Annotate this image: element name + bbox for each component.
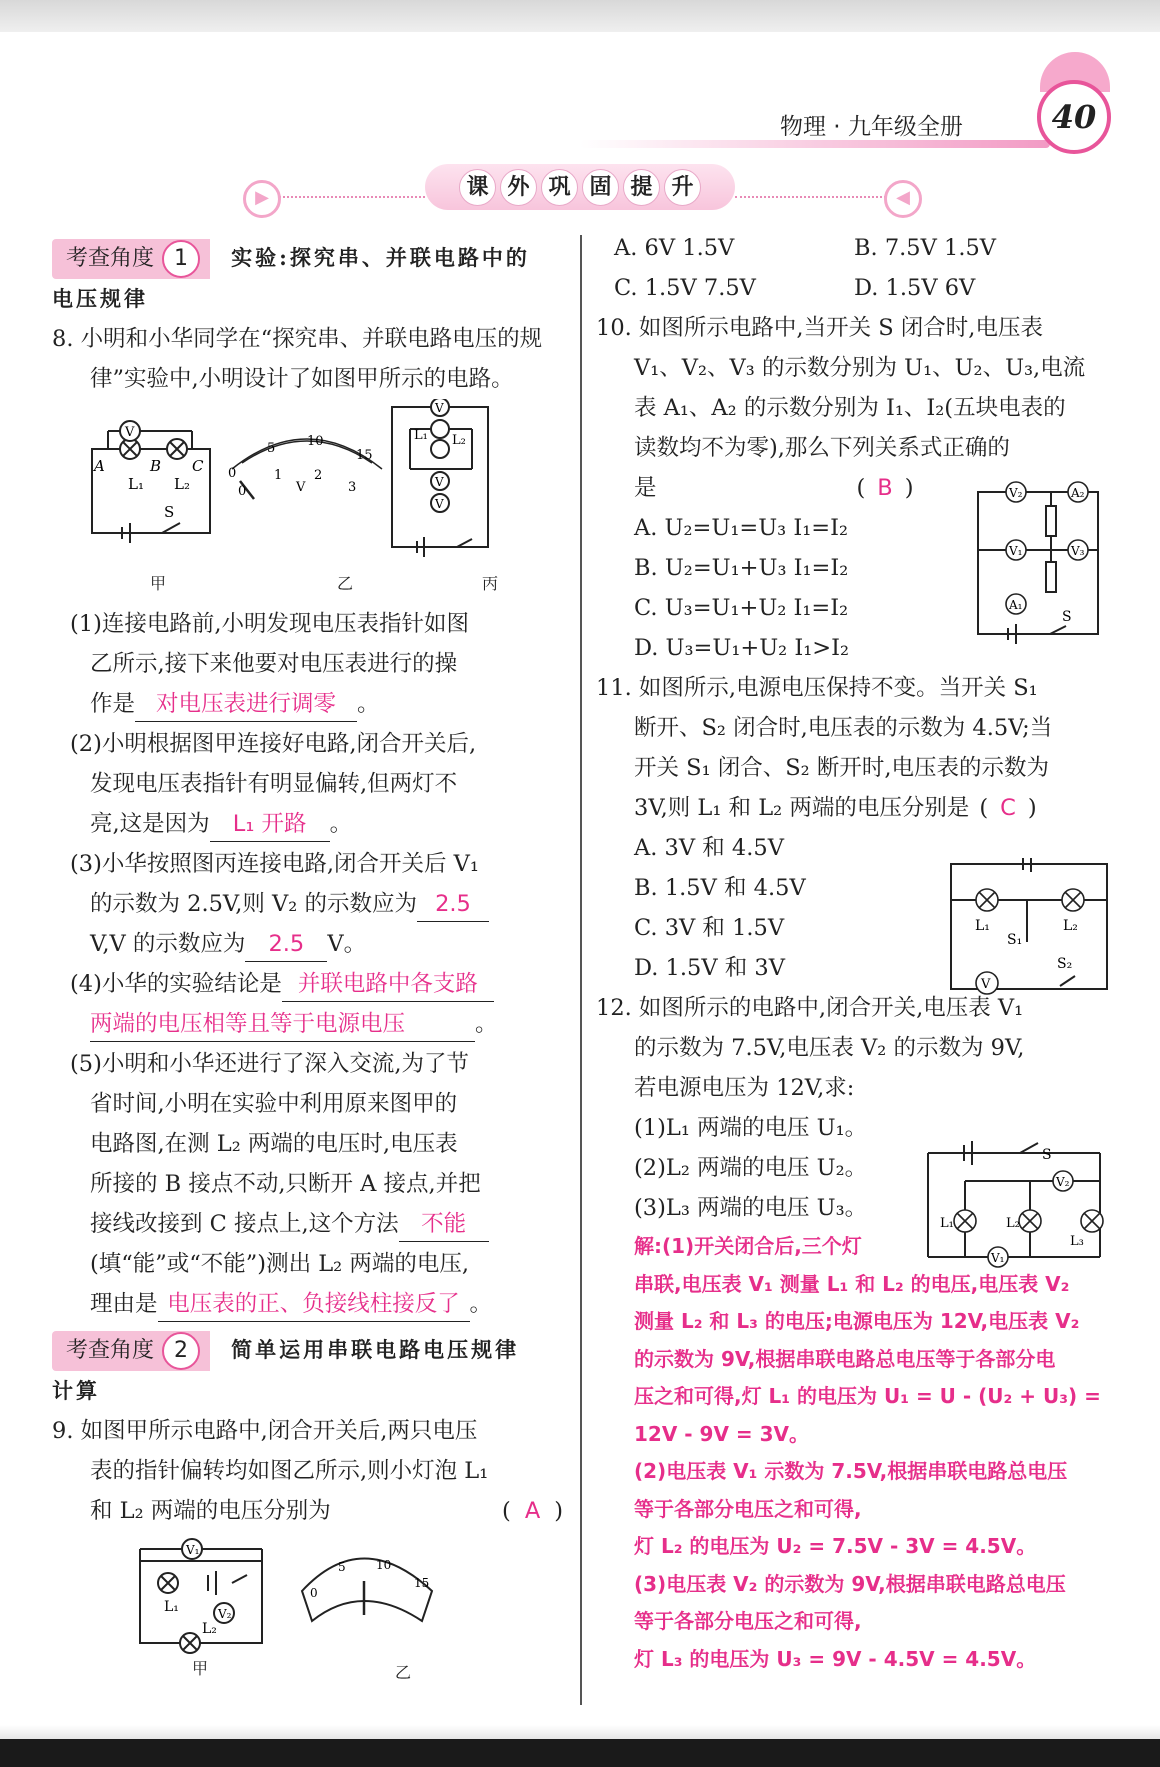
section-title: 实验:探究串、并联电路中的 [231, 245, 530, 270]
solution-line: 灯 L₂ 的电压为 U₂ = 7.5V - 3V = 4.5V。 [634, 1534, 1037, 1558]
q11-stem: 开关 S₁ 闭合、S₂ 断开时,电压表的示数为 [634, 755, 1049, 781]
paren: ( [502, 1498, 511, 1524]
section-tag-label: 考查角度 [66, 246, 155, 271]
q8-answer-5b: 电压表的正、负接线柱接反了 [158, 1287, 470, 1322]
q8-part1: 作是 [90, 691, 136, 717]
svg-text:15: 15 [414, 1576, 430, 1590]
svg-text:A₂: A₂ [1071, 486, 1085, 500]
q10-option-b: B. U₂=U₁+U₃ I₁=I₂ [634, 555, 849, 581]
fig-caption: 丙 [482, 574, 499, 593]
svg-text:V: V [435, 475, 444, 489]
paren: ( [856, 475, 866, 501]
fig-caption: 甲 [150, 574, 167, 593]
svg-text:L₁: L₁ [975, 918, 990, 934]
q9-stem: 9. 如图甲所示电路中,闭合开关后,两只电压 [52, 1418, 478, 1444]
q10-option-c: C. U₃=U₁+U₂ I₁=I₂ [634, 595, 849, 621]
punct: 。 [357, 691, 380, 717]
svg-text:S: S [1042, 1147, 1052, 1163]
svg-text:5: 5 [338, 1560, 346, 1574]
q12-sub-3: (3)L₃ 两端的电压 U₃。 [634, 1195, 868, 1221]
banner-char: 外 [500, 169, 537, 206]
page-header-title: 物理 · 九年级全册 [780, 114, 963, 140]
page-number: 40 [1037, 80, 1111, 154]
svg-text:2: 2 [314, 468, 323, 483]
section-tag-number: 1 [162, 240, 200, 278]
section-title-cont: 计算 [52, 1378, 100, 1403]
banner-dotted-left [275, 196, 425, 198]
svg-text:0: 0 [228, 466, 237, 481]
q8-figure-captions [52, 574, 567, 604]
svg-text:L₁: L₁ [940, 1216, 954, 1231]
q8-part4: (4)小华的实验结论是 [70, 971, 282, 997]
svg-text:S: S [1062, 609, 1072, 625]
q10-stem: 读数均不为零),那么下列关系式正确的 [634, 435, 1010, 461]
q8-figures [52, 399, 567, 574]
paren: ) [904, 475, 914, 501]
svg-text:B: B [150, 457, 162, 475]
left-column [52, 238, 567, 1681]
paren: ( [979, 795, 989, 821]
svg-text:10: 10 [376, 1558, 392, 1572]
fig-caption: 甲 [192, 1659, 209, 1678]
q9-option-b: B. 7.5V 1.5V [854, 235, 997, 261]
svg-text:L₂: L₂ [202, 1621, 217, 1637]
punct: 。 [475, 1011, 498, 1037]
q8-answer-2: L₁ 开路 [210, 807, 330, 842]
solution-line: 压之和可得,灯 L₁ 的电压为 U₁ = U - (U₂ + U₃) = [634, 1384, 1101, 1408]
banner-dotted-right [735, 196, 890, 198]
q11-stem: 3V,则 L₁ 和 L₂ 两端的电压分别是 [634, 795, 970, 821]
svg-text:S₁: S₁ [1007, 932, 1023, 948]
bottom-shadow [0, 1725, 1160, 1739]
q12-circuit-diagram [920, 1135, 1110, 1275]
solution-line: 灯 L₃ 的电压为 U₃ = 9V - 4.5V = 4.5V。 [634, 1646, 1037, 1671]
svg-text:V₁: V₁ [1009, 544, 1023, 558]
svg-text:1: 1 [274, 468, 283, 483]
solution-line: 等于各部分电压之和可得, [634, 1496, 862, 1521]
svg-text:L₁: L₁ [128, 475, 144, 493]
svg-text:V₁: V₁ [991, 1251, 1005, 1265]
svg-text:15: 15 [356, 448, 373, 463]
arrow-left-icon: ◀ [884, 180, 922, 218]
q12-sub-2: (2)L₂ 两端的电压 U₂。 [634, 1155, 868, 1181]
section-tag [52, 1331, 210, 1371]
q9-figures [52, 1531, 567, 1681]
svg-text:V: V [981, 977, 991, 992]
q12-stem: 若电源电压为 12V,求: [634, 1075, 855, 1101]
arrow-right-icon: ▶ [243, 180, 281, 218]
svg-text:L₂: L₂ [1006, 1216, 1020, 1231]
section-title: 简单运用串联电路电压规律 [231, 1337, 520, 1362]
punct: V。 [327, 931, 367, 957]
q8-part5: 接线改接到 C 接点上,这个方法 [90, 1211, 399, 1237]
svg-text:V₂: V₂ [1009, 486, 1023, 500]
q8-part2: 亮,这是因为 [90, 811, 210, 837]
q10-answer: B [877, 475, 893, 501]
q8-part5: 所接的 B 接点不动,只断开 A 接点,并把 [90, 1171, 481, 1197]
q8-answer-5a: 不能 [399, 1207, 489, 1242]
solution-line: 解:(1)开关闭合后,三个灯 [634, 1234, 862, 1258]
q12-stem: 12. 如图所示的电路中,闭合开关,电压表 V₁ [596, 995, 1024, 1021]
svg-text:10: 10 [307, 434, 324, 449]
q10-option-d: D. U₃=U₁+U₂ I₁>I₂ [634, 635, 850, 661]
punct: 。 [469, 1291, 493, 1317]
svg-text:V₂: V₂ [1056, 1175, 1070, 1189]
svg-text:L₂: L₂ [174, 475, 190, 493]
banner-char: 巩 [541, 169, 578, 206]
solution-line: (3)电压表 V₂ 的示数为 9V,根据串联电路总电压 [634, 1571, 1066, 1596]
svg-text:S: S [164, 503, 175, 521]
solution-line: 测量 L₂ 和 L₃ 的电压;电源电压为 12V,电压表 V₂ [634, 1309, 1080, 1333]
svg-text:L₂: L₂ [452, 433, 466, 448]
svg-text:A: A [94, 457, 105, 475]
q8-part5: 省时间,小明在实验中利用原来图甲的 [90, 1091, 458, 1117]
svg-text:A₁: A₁ [1009, 598, 1023, 612]
paren: ) [554, 1498, 563, 1524]
svg-text:L₁: L₁ [164, 1599, 179, 1615]
q8-answer-1: 对电压表进行调零 [135, 687, 357, 722]
svg-text:V: V [296, 480, 306, 495]
q10-circuit-diagram [970, 478, 1110, 648]
q10-stem: V₁、V₂、V₃ 的示数分别为 U₁、U₂、U₃,电流 [634, 355, 1086, 381]
svg-text:V: V [125, 425, 135, 440]
banner-char: 升 [664, 169, 701, 206]
solution-line: 串联,电压表 V₁ 测量 L₁ 和 L₂ 的电压,电压表 V₂ [634, 1271, 1070, 1296]
q8-part5: (5)小明和小华还进行了深入交流,为了节 [70, 1051, 470, 1077]
svg-text:0: 0 [238, 484, 247, 499]
q9-stem: 和 L₂ 两端的电压分别为 [90, 1498, 331, 1524]
banner-char: 课 [459, 169, 496, 206]
solution-line: 的示数为 9V,根据串联电路总电压等于各部分电 [634, 1346, 1056, 1371]
q8-part1: 乙所示,接下来他要对电压表进行的操 [90, 651, 458, 677]
svg-text:0: 0 [310, 1586, 318, 1600]
q8-answer-4b: 两端的电压相等且等于电源电压 [90, 1007, 475, 1042]
solution-line: 12V - 9V = 3V。 [634, 1421, 810, 1446]
q8-part3: (3)小华按照图丙连接电路,闭合开关后 V₁ [70, 851, 479, 877]
q11-stem: 11. 如图所示,电源电压保持不变。当开关 S₁ [596, 675, 1038, 701]
q10-stem: 表 A₁、A₂ 的示数分别为 I₁、I₂(五块电表的 [634, 395, 1066, 421]
q9-option-d: D. 1.5V 6V [854, 275, 976, 301]
column-divider [580, 235, 582, 1705]
q11-option-d: D. 1.5V 和 3V [634, 955, 785, 981]
q8-part5: 电路图,在测 L₂ 两端的电压时,电压表 [90, 1131, 458, 1157]
fig-caption: 乙 [337, 574, 354, 593]
solution-line: (2)电压表 V₁ 示数为 7.5V,根据串联电路总电压 [634, 1459, 1068, 1483]
svg-text:3: 3 [348, 480, 357, 495]
q9-stem: 表的指针偏转均如图乙所示,则小灯泡 L₁ [90, 1458, 489, 1484]
fig-caption: 乙 [395, 1663, 412, 1682]
q8-answer-4a: 并联电路中各支路 [282, 967, 494, 1002]
svg-text:C: C [192, 457, 204, 475]
section-banner [425, 164, 735, 210]
q8-answer-3b: 2.5 [245, 927, 327, 962]
q10-stem: 是 [634, 475, 657, 501]
punct: 。 [329, 811, 353, 837]
banner-char: 提 [623, 169, 660, 206]
q8-part5: (填“能”或“不能”)测出 L₂ 两端的电压, [90, 1251, 469, 1277]
section-title-cont: 电压规律 [52, 286, 148, 311]
q8-part3: 的示数为 2.5V,则 V₂ 的示数应为 [90, 891, 417, 917]
svg-text:L₂: L₂ [1063, 918, 1078, 934]
svg-text:V: V [435, 401, 444, 415]
q11-circuit-diagram [945, 858, 1115, 998]
q8-circuit-diagrams [52, 399, 552, 574]
q11-option-c: C. 3V 和 1.5V [634, 915, 785, 941]
section-tag-number: 2 [162, 1332, 200, 1370]
paren: ) [1027, 795, 1037, 821]
q8-stem: 8. 小明和小华同学在“探究串、并联电路电压的规 [52, 326, 543, 352]
q11-stem: 断开、S₂ 闭合时,电压表的示数为 4.5V;当 [634, 715, 1053, 741]
banner-char: 固 [582, 169, 619, 206]
q8-part3: V,V 的示数应为 [90, 931, 246, 957]
q10-option-a: A. U₂=U₁=U₃ I₁=I₂ [634, 515, 849, 541]
svg-text:V₃: V₃ [1071, 544, 1085, 558]
q12-stem: 的示数为 7.5V,电压表 V₂ 的示数为 9V, [634, 1035, 1025, 1061]
solution-line: 等于各部分电压之和可得, [634, 1609, 862, 1633]
svg-text:L₃: L₃ [1070, 1234, 1084, 1249]
svg-text:V: V [435, 497, 444, 511]
q8-answer-3a: 2.5 [417, 887, 489, 922]
q12-solution [596, 1228, 1116, 1678]
q9-option-c: C. 1.5V 7.5V [614, 275, 756, 301]
svg-text:L₁: L₁ [414, 428, 428, 443]
q9-option-a: A. 6V 1.5V [614, 235, 735, 261]
section-tag-label: 考查角度 [66, 1338, 155, 1363]
header-rule [580, 140, 1050, 148]
q9-answer: A [524, 1498, 541, 1524]
q12-sub-1: (1)L₁ 两端的电压 U₁。 [634, 1115, 868, 1141]
q8-part1: (1)连接电路前,小明发现电压表指针如图 [70, 611, 470, 637]
section-tag [52, 239, 210, 279]
q11-answer: C [1000, 795, 1016, 821]
q8-stem: 律”实验中,小明设计了如图甲所示的电路。 [90, 366, 514, 392]
q8-part2: 发现电压表指针有明显偏转,但两灯不 [90, 771, 458, 797]
svg-text:V₂: V₂ [218, 1607, 232, 1621]
q10-stem: 10. 如图所示电路中,当开关 S 闭合时,电压表 [596, 315, 1043, 341]
top-edge [0, 0, 1160, 32]
q8-part2: (2)小明根据图甲连接好电路,闭合开关后, [70, 731, 477, 757]
q11-option-a: A. 3V 和 4.5V [634, 835, 784, 861]
svg-text:5: 5 [267, 441, 276, 456]
svg-text:S₂: S₂ [1057, 956, 1073, 972]
q8-part5: 理由是 [90, 1291, 158, 1317]
svg-text:V₁: V₁ [186, 1543, 200, 1557]
q11-option-b: B. 1.5V 和 4.5V [634, 875, 806, 901]
bottom-edge [0, 1739, 1160, 1767]
